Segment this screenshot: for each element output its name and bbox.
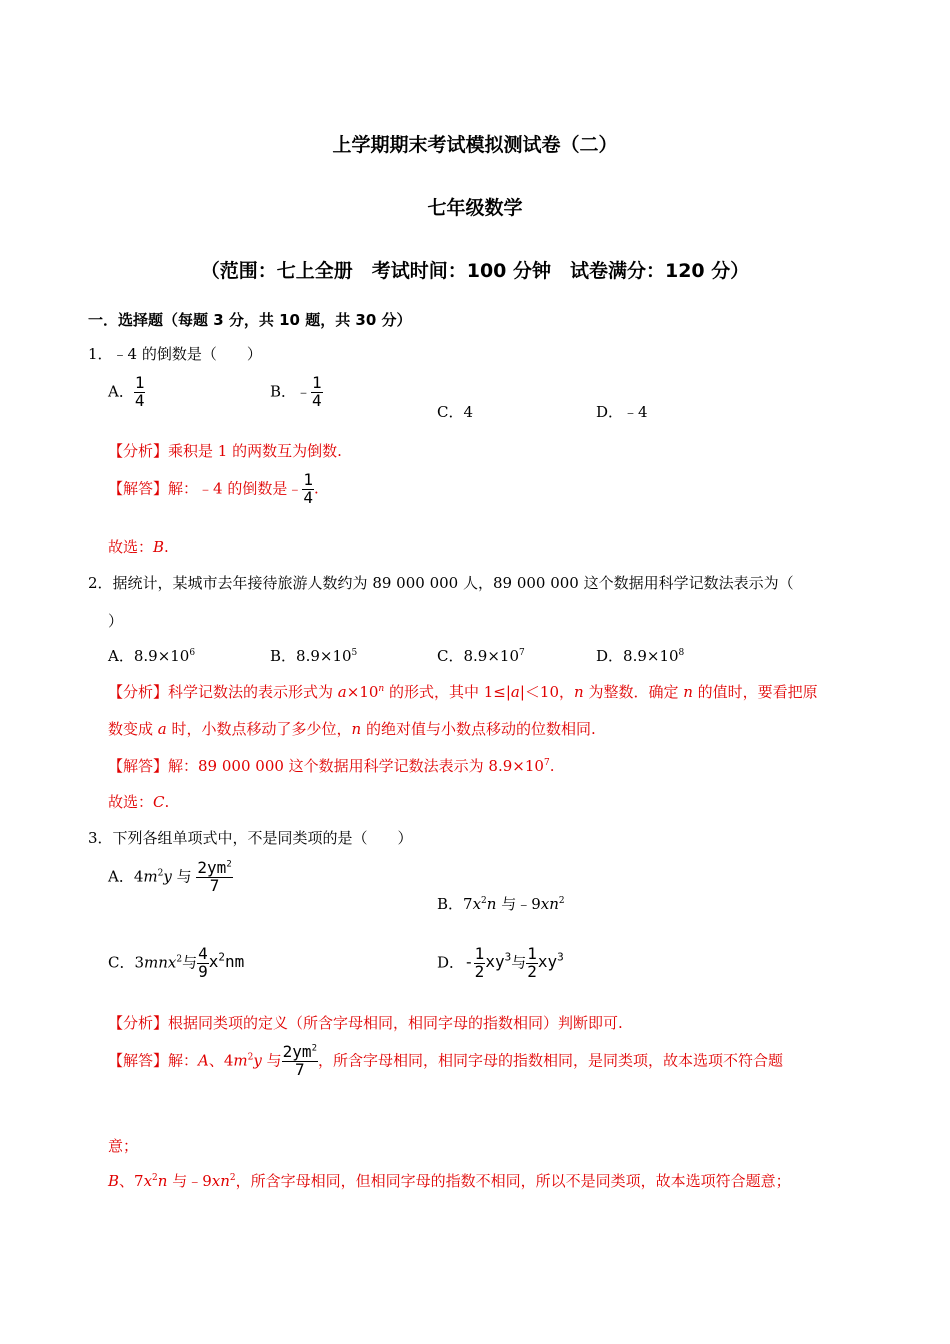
question-1-answer: 【解答】解：﹣4 的倒数是﹣ $\frac{1}{4}$ .	[108, 470, 319, 507]
question-2-analysis-line1: 【分析】科学记数法的表示形式为 $a\times 10^n$ 的形式，其中 1≤|a|＜10，n 为整数．确定 n 的值时，要看把原	[108, 683, 818, 701]
page-title: 上学期期末考试模拟测试卷（二）	[332, 134, 618, 156]
question-2-option-d: D．$8.9\times 10^8$	[596, 647, 685, 665]
question-3-option-a: A．$4m^2y$ 与 $\frac{2ym^2}{7}$	[108, 858, 232, 895]
question-2-stem-line1: 2．据统计，某城市去年接待旅游人数约为 89 000 000 人，89 000 000 这个数据用科学记数法表示为（	[88, 574, 794, 592]
question-3-analysis: 【分析】根据同类项的定义（所含字母相同，相同字母的指数相同）判断即可.	[108, 1014, 623, 1032]
question-3-answer-b: B、$7x^2n$ 与$﹣9xn^2$，所含字母相同，但相同字母的指数不相同，所以不是同类项，故本选项符合题意；	[108, 1172, 791, 1190]
question-2-answer: 【解答】解：89 000 000 这个数据用科学记数法表示为 $8.9\times 10^7$.	[108, 757, 555, 775]
question-1-option-a: A． $\frac{1}{4}$	[108, 373, 145, 410]
question-2-stem-line2: ）	[108, 612, 124, 630]
question-3-option-c: C．3mnx$^2$与 $\frac{4}{9}$ $x^2nm$	[108, 944, 245, 981]
question-3-stem: 3．下列各组单项式中，不是同类项的是（ ）	[88, 829, 413, 847]
question-1-option-b: B．﹣ $\frac{1}{4}$	[270, 373, 322, 410]
question-3-answer-line2: 意；	[108, 1137, 139, 1155]
exam-info: （范围：七上全册 考试时间：100 分钟 试卷满分：120 分）	[200, 260, 750, 282]
question-3-option-d: D．- $\frac{1}{2}$ $xy^3$与 $\frac{1}{2}$ $xy^3$	[437, 944, 564, 981]
question-2-analysis-line2: 数变成 a 时，小数点移动了多少位，n 的绝对值与小数点移动的位数相同.	[108, 720, 596, 738]
question-1-option-c: C．4	[437, 403, 474, 421]
question-2-option-c: C．$8.9\times 10^7$	[437, 647, 525, 665]
question-1-stem: 1．﹣4 的倒数是（ ）	[88, 345, 262, 363]
page-subtitle: 七年级数学	[427, 197, 523, 219]
section-heading: 一．选择题（每题 3 分，共 10 题，共 30 分）	[88, 311, 412, 329]
question-2-option-b: B．$8.9\times 10^5$	[270, 647, 358, 665]
question-2-option-a: A．$8.9\times 10^6$	[108, 647, 196, 665]
question-1-choice: 故选：B.	[108, 538, 169, 556]
question-3-answer-line1: 【解答】解：A、$4m^2y$ 与 $\frac{2ym^2}{7}$ ，所含字母相同，相同字母的指数相同，是同类项，故本选项不符合题	[108, 1042, 783, 1079]
question-3-option-b: B．$7x^2n$ 与$﹣9xn^2$	[437, 895, 565, 913]
question-1-analysis: 【分析】乘积是 1 的两数互为倒数.	[108, 442, 342, 460]
question-1-option-d: D．﹣4	[596, 403, 648, 421]
question-2-choice: 故选：C.	[108, 793, 170, 811]
